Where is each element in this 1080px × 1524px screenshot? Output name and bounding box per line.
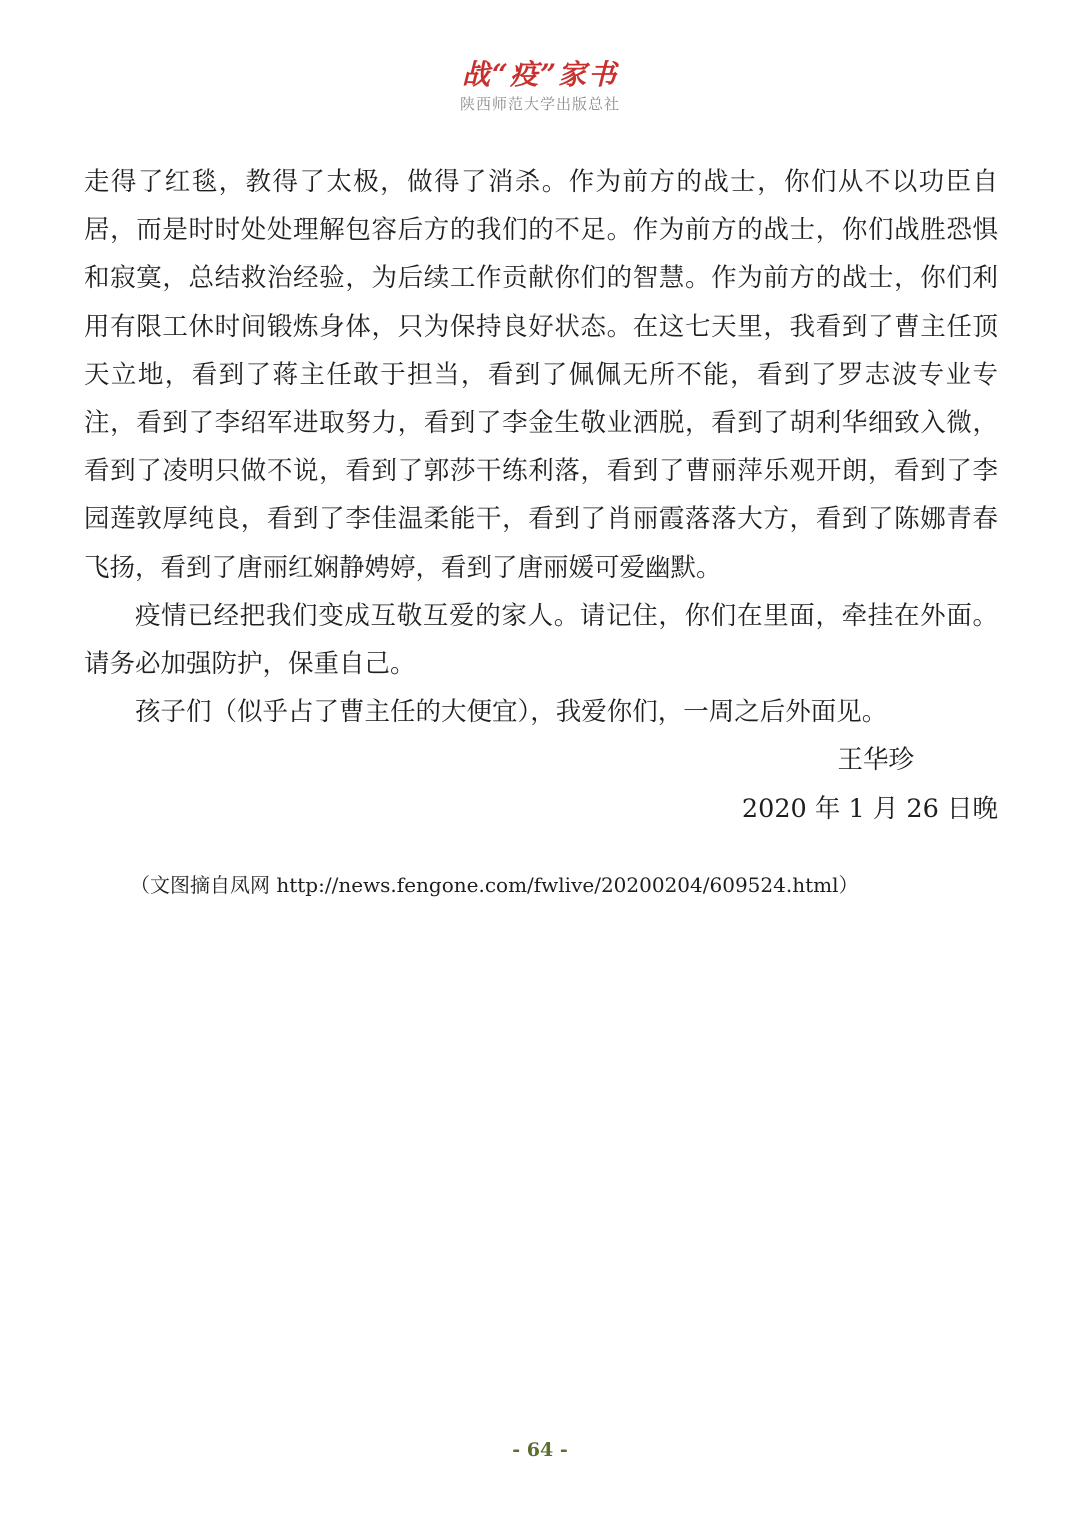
letter-signature: 王华珍 xyxy=(837,745,914,776)
page-header xyxy=(0,58,1080,114)
letter-paragraph-2: 疫情已经把我们变成互敬互爱的家人。请记住，你们在里面，牵挂在外面。请务必加强防护，保重自己。 xyxy=(84,600,998,680)
letter-paragraph-1: 走得了红毯，教得了太极，做得了消杀。作为前方的战士，你们从不以功臣自居，而是时时处处理解包容后方的我们的不足。作为前方的战士，你们战胜恐惧和寂寞，总结救治经验，为后续工作贡献你们的智慧。作为前方的战士，你们利用有限工休时间锻炼身体，只为保持良好状态。在这七天里，我看到了曹主任顶天立地，看到了蒋主任敢于担当，看到了佩佩无所不能，看到了罗志波专业专注，看到了李绍军进取努力，看到了李金生敬业洒脱，看到了胡利华细致入微，看到了凌明只做不说，看到了郭莎干练利落，看到了曹丽萍乐观开朗，看到了李园莲敦厚纯良，看到了李佳温柔能干，看到了肖丽霞落落大方，看到了陈娜青春飞扬，看到了唐丽红娴静娉婷，看到了唐丽媛可爱幽默。 xyxy=(84,167,998,583)
page-number: - 64 - xyxy=(512,1439,568,1461)
letter-paragraph-3: 孩子们（似乎占了曹主任的大便宜），我爱你们，一周之后外面见。 xyxy=(135,697,888,728)
letter-date: 2020 年 1 月 26 日晚 xyxy=(741,793,998,824)
publisher-name: 陕西师范大学出版总社 xyxy=(459,95,620,113)
letter-body xyxy=(84,158,998,833)
book-title: 战“疫”家书 xyxy=(461,58,619,91)
source-note: （文图摘自凤网 http://news.fengone.com/fwlive/20200204/609524.html） xyxy=(130,873,859,897)
